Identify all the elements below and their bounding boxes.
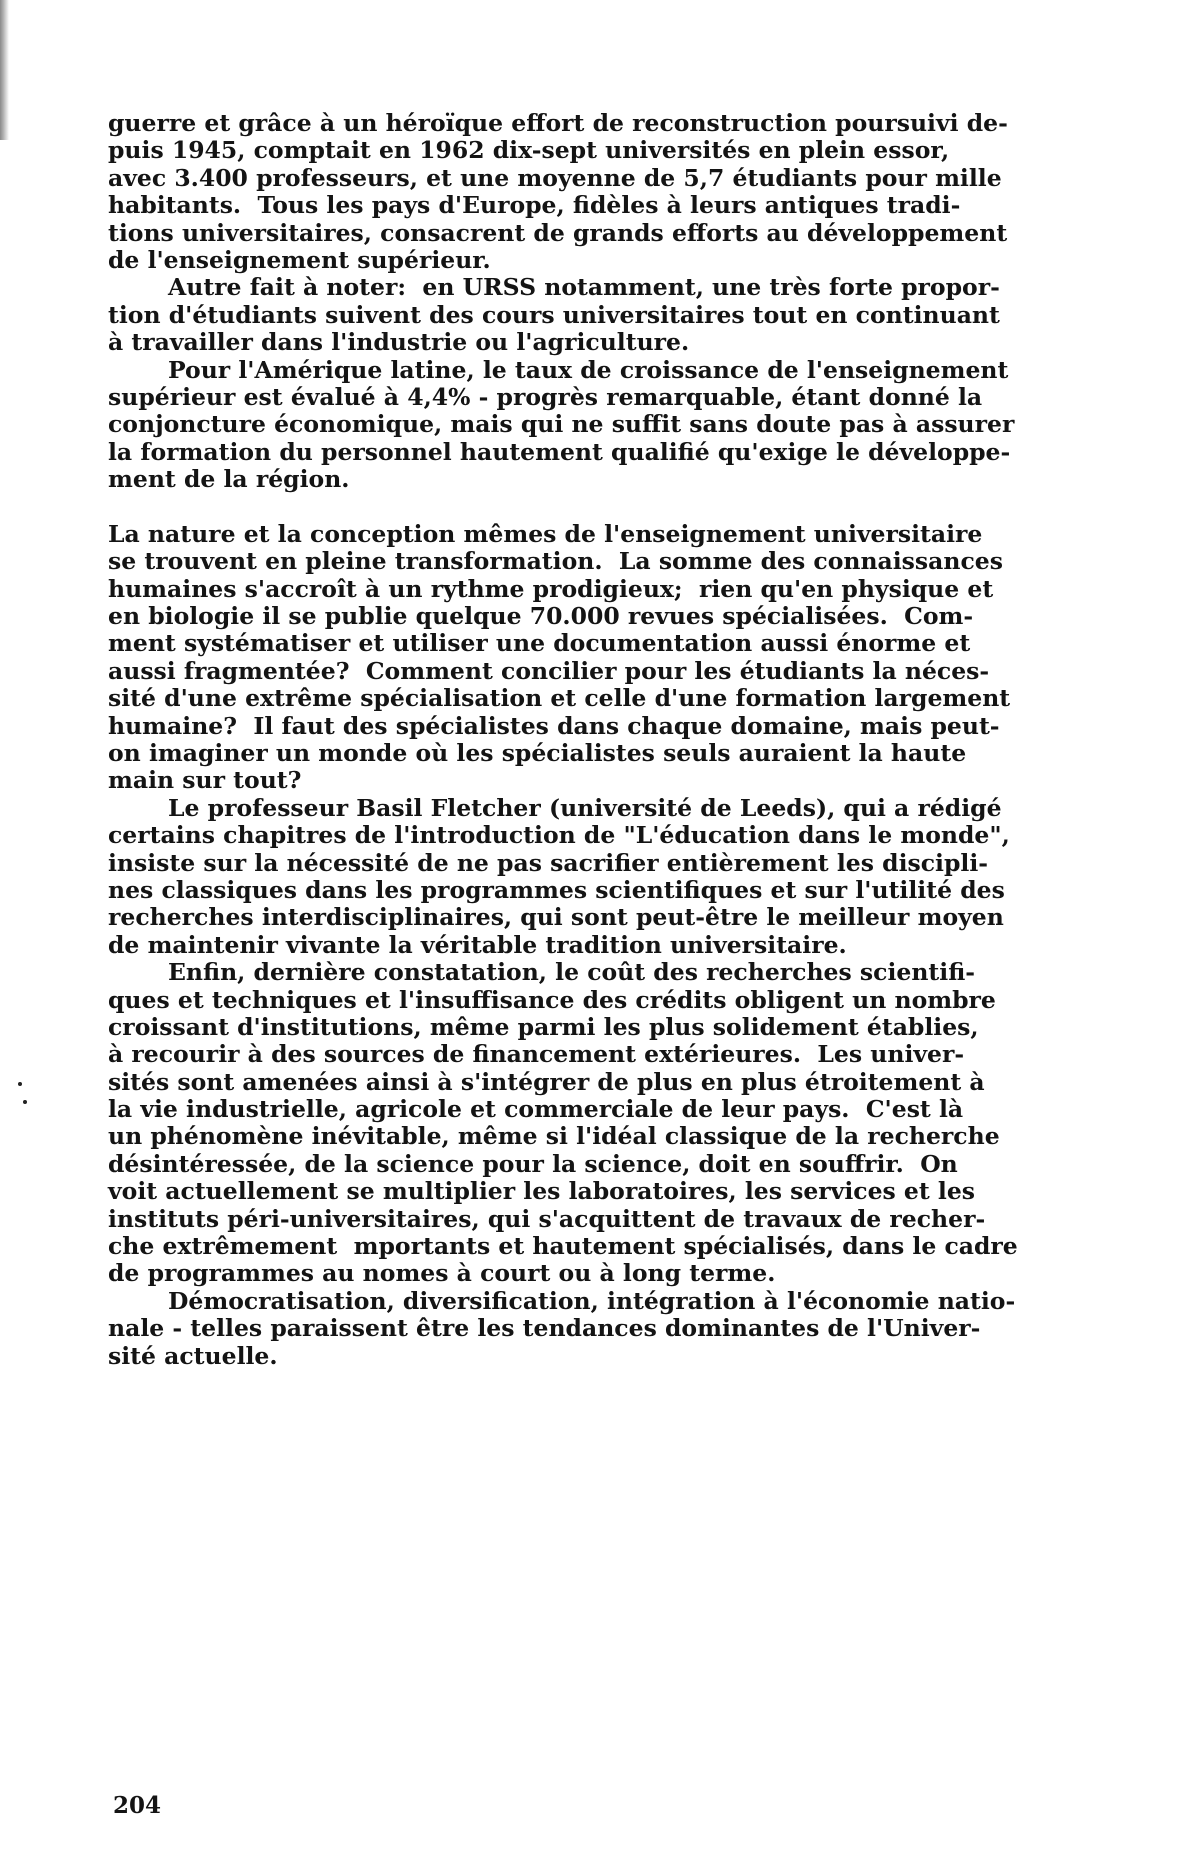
text-line: La nature et la conception mêmes de l'enseignement universitaire [108, 519, 983, 548]
paragraph [108, 357, 1108, 494]
text-line: tions universitaires, consacrent de grands efforts au développement [108, 218, 1008, 247]
scan-speck [18, 1082, 22, 1086]
text-line: Pour l'Amérique latine, le taux de croissance de l'enseignement [168, 355, 1009, 384]
text-line: se trouvent en pleine transformation. La somme des connaissances [108, 547, 1003, 576]
text-line: insiste sur la nécessité de ne pas sacrifier entièrement les discipli- [108, 848, 988, 877]
text-line: voit actuellement se multiplier les laboratoires, les services et les [108, 1177, 976, 1206]
text-line: sité actuelle. [108, 1341, 278, 1370]
text-line: avec 3.400 professeurs, et une moyenne de 5,7 étudiants pour mille [108, 163, 1002, 192]
text-line: ment de la région. [108, 465, 350, 494]
text-line: ques et techniques et l'insuffisance des crédits obligent un nombre [108, 985, 996, 1014]
text-line: aussi fragmentée? Comment concilier pour les étudiants la néces- [108, 656, 990, 685]
page-number: 204 [113, 1792, 162, 1819]
text-line: de maintenir vivante la véritable tradition universitaire. [108, 930, 847, 959]
text-line: croissant d'institutions, même parmi les plus solidement établies, [108, 1012, 979, 1041]
paragraph [108, 521, 1108, 795]
text-line: de programmes au nomes à court ou à long terme. [108, 1259, 776, 1288]
paragraph [108, 110, 1108, 274]
text-line: désintéressée, de la science pour la science, doit en souffrir. On [108, 1149, 958, 1178]
text-line: recherches interdisciplinaires, qui sont peut-être le meilleur moyen [108, 903, 1004, 932]
text-line: che extrêmement mportants et hautement spécialisés, dans le cadre [108, 1232, 1018, 1261]
text-line: on imaginer un monde où les spécialistes seuls auraient la haute [108, 738, 967, 767]
paragraph-gap [108, 493, 1108, 520]
text-line: instituts péri-universitaires, qui s'acquittent de travaux de recher- [108, 1204, 986, 1233]
text-line: la vie industrielle, agricole et commerciale de leur pays. C'est là [108, 1095, 964, 1124]
text-line: guerre et grâce à un héroïque effort de reconstruction poursuivi de- [108, 109, 1008, 137]
text-line: sité d'une extrême spécialisation et celle d'une formation largement [108, 684, 1011, 713]
text-line: supérieur est évalué à 4,4% - progrès remarquable, étant donné la [108, 382, 983, 411]
text-line: un phénomène inévitable, même si l'idéal classique de la recherche [108, 1122, 1000, 1151]
text-line: Démocratisation, diversification, intégration à l'économie natio- [168, 1286, 1016, 1315]
paragraph [108, 795, 1108, 959]
text-line: nale - telles paraissent être les tendances dominantes de l'Univer- [108, 1314, 981, 1343]
text-line: sités sont amenées ainsi à s'intégrer de plus en plus étroitement à [108, 1067, 985, 1096]
text-line: humaines s'accroît à un rythme prodigieux; rien qu'en physique et [108, 574, 994, 603]
text-line: certains chapitres de l'introduction de "L'éducation dans le monde", [108, 821, 1010, 850]
text-line: de l'enseignement supérieur. [108, 245, 491, 274]
page-body-text [108, 110, 1108, 1370]
text-line: tion d'étudiants suivent des cours universitaires tout en continuant [108, 300, 1000, 329]
text-line: puis 1945, comptait en 1962 dix-sept universités en plein essor, [108, 136, 950, 165]
text-line: Enfin, dernière constatation, le coût des recherches scientifi- [168, 958, 976, 987]
paragraph [108, 274, 1108, 356]
scan-speck [23, 1100, 27, 1104]
text-line: la formation du personnel hautement qualifié qu'exige le développe- [108, 437, 1011, 466]
text-line: à recourir à des sources de financement extérieures. Les univer- [108, 1040, 965, 1069]
text-line: Le professeur Basil Fletcher (université de Leeds), qui a rédigé [168, 793, 1002, 822]
text-line: nes classiques dans les programmes scientifiques et sur l'utilité des [108, 875, 1005, 904]
text-line: en biologie il se publie quelque 70.000 revues spécialisées. Com- [108, 602, 974, 631]
paragraph [108, 959, 1108, 1288]
text-line: habitants. Tous les pays d'Europe, fidèles à leurs antiques tradi- [108, 191, 961, 220]
text-line: main sur tout? [108, 766, 302, 795]
text-line: humaine? Il faut des spécialistes dans chaque domaine, mais peut- [108, 711, 1000, 740]
scan-edge-shadow [0, 0, 9, 140]
text-line: conjoncture économique, mais qui ne suffit sans doute pas à assurer [108, 410, 1015, 439]
text-line: ment systématiser et utiliser une documentation aussi énorme et [108, 629, 971, 658]
text-line: Autre fait à noter: en URSS notamment, une très forte propor- [168, 273, 1000, 302]
text-line: à travailler dans l'industrie ou l'agriculture. [108, 328, 690, 357]
paragraph [108, 1288, 1108, 1370]
